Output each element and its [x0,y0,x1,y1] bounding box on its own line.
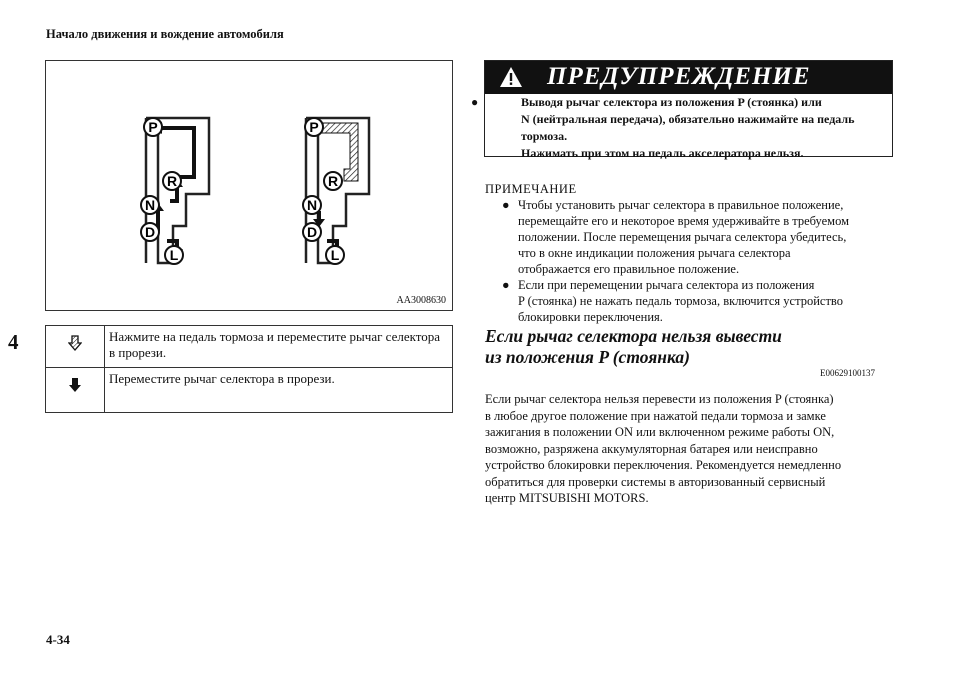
legend-row [46,326,453,368]
section-code: E00629100137 [820,368,875,378]
note-line: положении. После перемещения рычага селектора убедитесь, [518,230,847,244]
paragraph-line: зажигания в положении ON или включенном режиме работы ON, [485,425,835,439]
warning-line: Выводя рычаг селектора из положения P (стоянка) или [521,95,822,109]
paragraph-line: центр MITSUBISHI MOTORS. [485,491,649,505]
paragraph-line: обратиться для проверки системы в авторизованный сервисный [485,474,826,489]
note-line: Если при перемещении рычага селектора из положения [518,278,815,292]
page-number: 4-34 [46,632,70,647]
warning-header [485,61,892,94]
paragraph-line: в любое другое положение при нажатой педали тормоза и замке [485,408,826,423]
gate-label-n: N [144,197,156,213]
note-line: блокировки переключения. [518,310,663,324]
paragraph-line: возможно, разряжена аккумуляторная батарея или неисправно [485,441,818,456]
warning-title: ПРЕДУПРЕЖДЕНИЕ [547,63,811,90]
note-item [502,277,897,325]
shift-gate-diagrams [46,61,452,310]
note-line: что в окне индикации положения рычага селектора [518,246,791,260]
paragraph-line: устройство блокировки переключения. Рекомендуется немедленно [485,458,842,472]
warning-line: Нажимать при этом на педаль акселератора нельзя. [521,146,804,160]
note-line: отображается его правильное положение. [518,262,740,276]
warning-box [471,60,893,160]
note-line: P (стоянка) не нажать педаль тормоза, включится устройство [518,294,843,308]
gate-label-d-right: D [306,224,318,240]
gate-label-r: R [166,173,178,189]
legend-icon-cell [46,368,105,413]
legend-icon-cell [46,326,105,368]
shift-gate-figure [45,60,453,311]
left-gate-diagram [146,118,209,263]
warning-line: тормоза. [521,129,568,143]
legend-text: Переместите рычаг селектора в прорези. [105,368,453,413]
bullet-icon: ● [471,95,479,109]
note-label: ПРИМЕЧАНИЕ [485,182,577,196]
chapter-tab-number: 4 [8,330,19,354]
legend-text: Нажмите на педаль тормоза и переместите рычаг селектора в прорези. [105,326,453,368]
running-header: Начало движения и вождение автомобиля [46,27,284,41]
warning-triangle-icon [499,66,523,88]
section-title [485,326,782,368]
legend-table [45,325,453,413]
gate-label-p: P [148,119,158,135]
solid-down-arrow-icon [68,377,82,393]
figure-code: AA3008630 [396,295,446,306]
bullet-icon: ● [502,278,510,292]
paragraph-line: Если рычаг селектора нельзя перевести из положения P (стоянка) [485,392,834,406]
gate-label-r-right: R [327,173,339,189]
section-title-line: из положения P (стоянка) [485,347,690,367]
warning-line: N (нейтральная передача), обязательно нажимайте на педаль [521,112,855,126]
gate-label-l-right: L [330,247,340,263]
bullet-icon: ● [502,198,510,212]
section-paragraph [485,391,895,507]
note-line: Чтобы установить рычаг селектора в правильное положение, [518,198,844,212]
note-item [502,197,897,277]
gate-label-l: L [169,247,179,263]
note-list [502,197,897,325]
legend-row [46,368,453,413]
section-title-line: Если рычаг селектора нельзя вывести [485,326,782,346]
gate-label-p-right: P [309,119,319,135]
outline-down-arrow-icon [68,335,82,351]
gate-label-d: D [144,224,156,240]
note-line: перемещайте его и некоторое время удерживайте в требуемом [518,214,850,228]
warning-body [471,94,892,162]
gate-label-n-right: N [306,197,318,213]
